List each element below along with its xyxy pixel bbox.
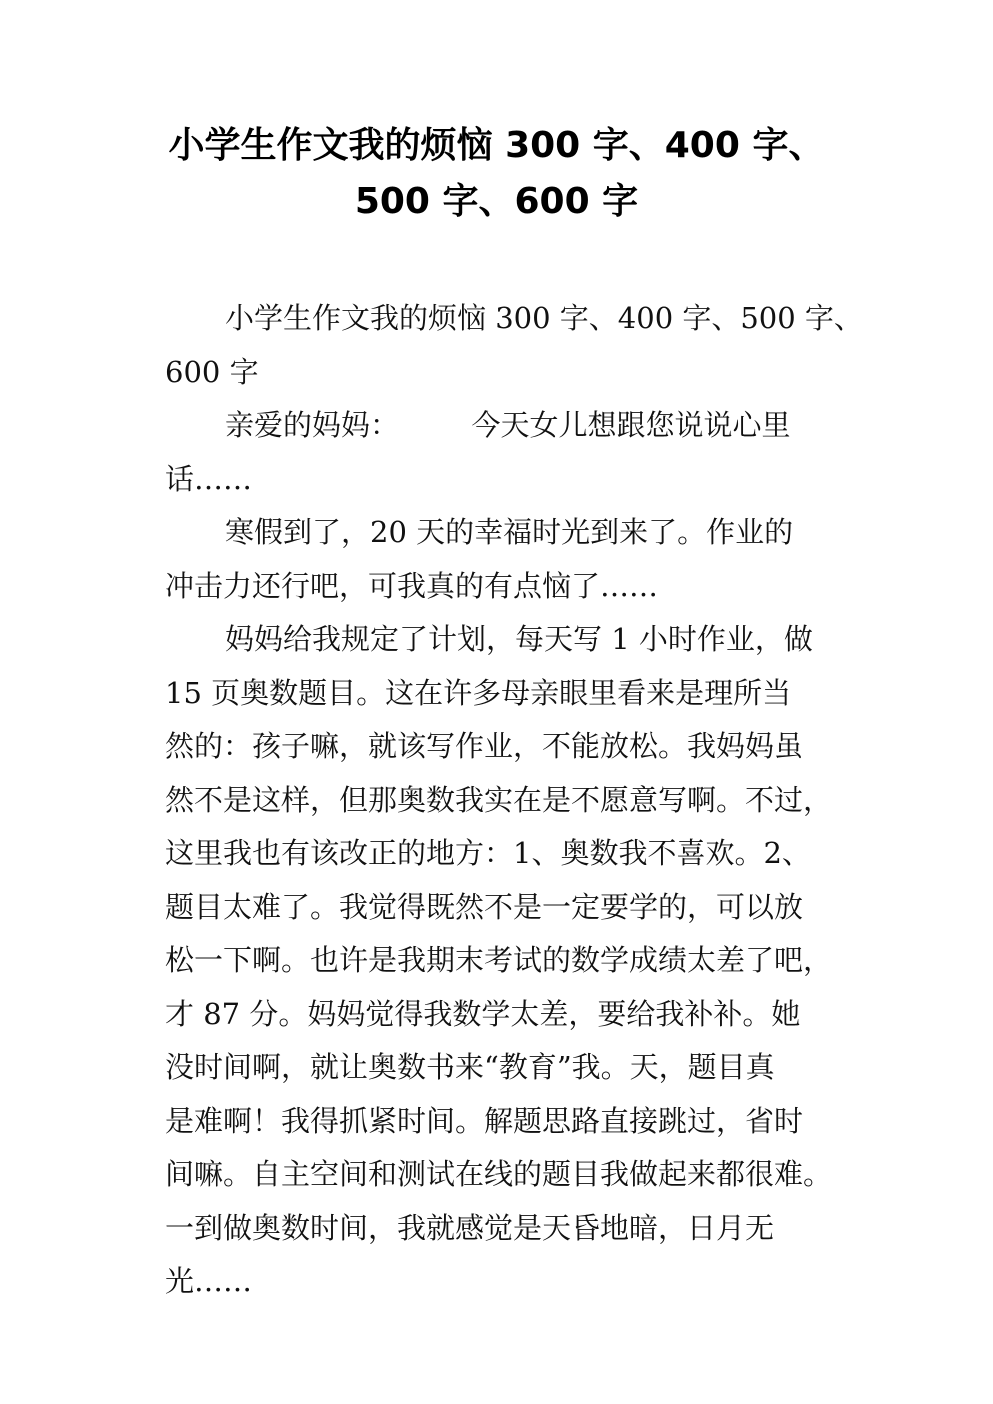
- paragraph-line: 然不是这样，但那奥数我实在是不愿意写啊。不过，: [165, 782, 833, 817]
- paragraph-salutation: [165, 399, 845, 506]
- document-body: [165, 292, 863, 1309]
- paragraph-line: 然的：孩子嘛，就该写作业，不能放松。我妈妈虽: [165, 729, 804, 763]
- paragraph-line: 话……: [165, 461, 253, 496]
- paragraph-line: 小学生作文我的烦恼 300 字、400 字、500 字、: [225, 301, 863, 335]
- paragraph-line: 亲爱的妈妈： 今天女儿想跟您说说心里: [225, 408, 791, 442]
- paragraph-winter-break: [165, 506, 845, 613]
- paragraph-line: 题目太难了。我觉得既然不是一定要学的，可以放: [165, 889, 804, 924]
- paragraph-line: 15 页奥数题目。这在许多母亲眼里看来是理所当: [165, 675, 792, 710]
- paragraph-line: 冲击力还行吧，可我真的有点恼了……: [165, 568, 659, 603]
- paragraph-line: 光……: [165, 1264, 253, 1298]
- paragraph-line: 600 字: [165, 354, 259, 389]
- paragraph-line: 没时间啊，就让奥数书来“教育”我。天，题目真: [165, 1050, 775, 1084]
- title-line-2: 500 字、600 字: [354, 181, 639, 222]
- paragraph-line: 松一下啊。也许是我期末考试的数学成绩太差了吧，: [165, 943, 833, 977]
- paragraph-heading-repeat: [165, 292, 863, 399]
- paragraph-line: 妈妈给我规定了计划，每天写 1 小时作业，做: [225, 622, 813, 656]
- title-line-1: 小学生作文我的烦恼 300 字、400 字、: [168, 125, 825, 166]
- paragraph-line: 一到做奥数时间，我就感觉是天昏地暗，日月无: [165, 1210, 775, 1245]
- document-title: [0, 118, 993, 230]
- paragraph-line: 才 87 分。妈妈觉得我数学太差，要给我补补。她: [165, 996, 801, 1031]
- paragraph-line: 是难啊！我得抓紧时间。解题思路直接跳过，省时: [165, 1103, 804, 1138]
- paragraph-line: 这里我也有该改正的地方：1、奥数我不喜欢。2、: [165, 836, 811, 870]
- paragraph-line: 寒假到了，20 天的幸福时光到来了。作业的: [225, 515, 794, 549]
- paragraph-line: 间嘛。自主空间和测试在线的题目我做起来都很难。: [165, 1157, 833, 1191]
- paragraph-math-plan: [165, 613, 845, 1309]
